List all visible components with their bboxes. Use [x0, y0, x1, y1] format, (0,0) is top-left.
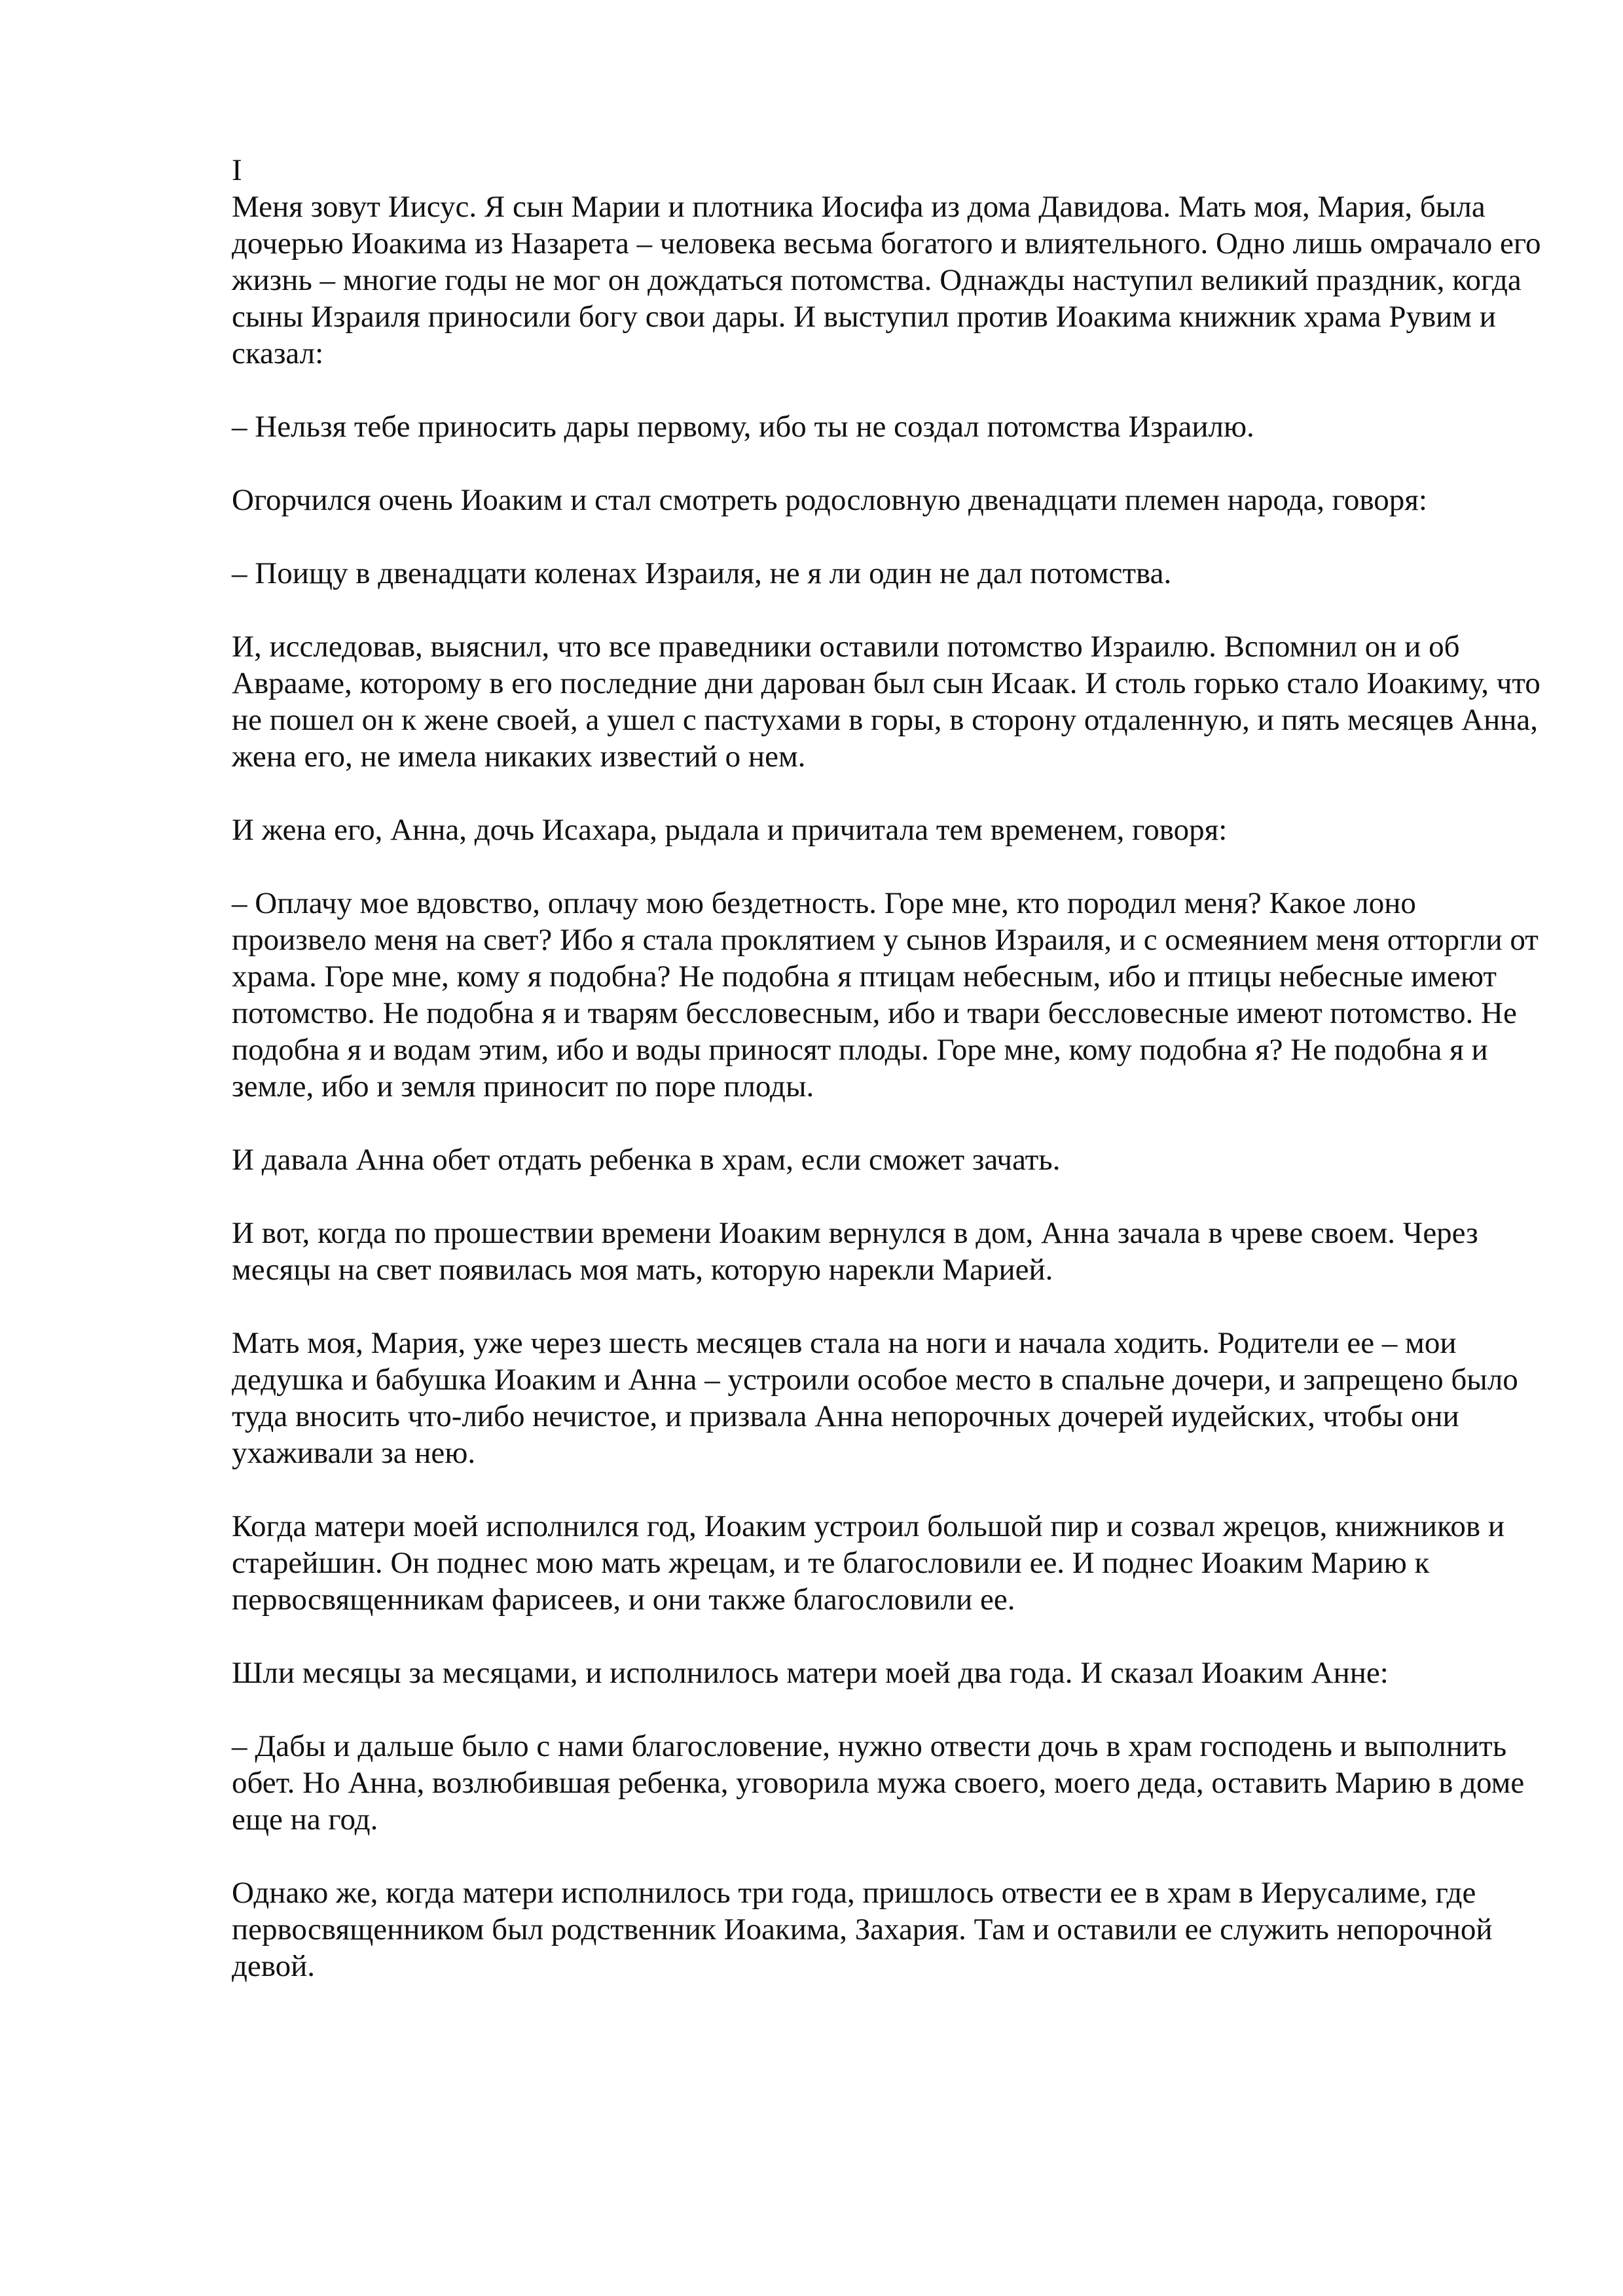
paragraph: – Оплачу мое вдовство, оплачу мою бездетность. Горе мне, кто породил меня? Какое лоно произвело меня на свет? Ибо я стала проклятием у сынов Израиля, и с осмеянием меня отторгли от храма. Горе мне, кому я подобна? Не подобна я птицам небесным, ибо и птицы небесные имеют потомство. Не подобна я и тварям бессловесным, ибо и твари бессловесные имеют потомство. Не подобна я и водам этим, ибо и воды приносят плоды. Горе мне, кому подобна я? Не подобна я и земле, ибо и земля приносит по поре плоды. — [232, 886, 1539, 1103]
document-body — [232, 152, 1554, 2021]
paragraph: – Поищу в двенадцати коленах Израиля, не я ли один не дал потомства. — [232, 556, 1172, 590]
paragraph: Однако же, когда матери исполнилось три года, пришлось отвести ее в храм в Иерусалиме, где первосвященником был родственник Иоакима, Захария. Там и оставили ее служить непорочной девой. — [232, 1876, 1493, 1983]
paragraph: – Нельзя тебе приносить дары первому, ибо ты не создал потомства Израилю. — [232, 410, 1254, 444]
paragraph: И жена его, Анна, дочь Исахара, рыдала и причитала тем временем, говоря: — [232, 813, 1228, 847]
paragraph: И, исследовав, выяснил, что все праведники оставили потомство Израилю. Вспомнил он и об Аврааме, которому в его последние дни дарован был сын Исаак. И столь горько стало Иоакиму, что не пошел он к жене своей, а ушел с пастухами в горы, в сторону отдаленную, и пять месяцев Анна, жена его, не имела никаких известий о нем. — [232, 630, 1541, 774]
paragraph: Когда матери моей исполнился год, Иоаким устроил большой пир и созвал жрецов, книжников и старейшин. Он поднес мою мать жрецам, и те благословили ее. И поднес Иоаким Марию к первосвященникам фарисеев, и они также благословили ее. — [232, 1509, 1505, 1617]
paragraph: – Дабы и дальше было с нами благословение, нужно отвести дочь в храм господень и выполнить обет. Но Анна, возлюбившая ребенка, уговорила мужа своего, моего деда, оставить Марию в доме еще на год. — [232, 1729, 1525, 1837]
chapter-number: I — [232, 153, 242, 187]
paragraph: Шли месяцы за месяцами, и исполнилось матери моей два года. И сказал Иоаким Анне: — [232, 1656, 1389, 1690]
paragraph: И вот, когда по прошествии времени Иоаким вернулся в дом, Анна зачала в чреве своем. Через месяцы на свет появилась моя мать, которую нарекли Марией. — [232, 1216, 1478, 1287]
paragraph: И давала Анна обет отдать ребенка в храм, если сможет зачать. — [232, 1143, 1061, 1177]
paragraph: Огорчился очень Иоаким и стал смотреть родословную двенадцати племен народа, говоря: — [232, 483, 1427, 517]
paragraph: Мать моя, Мария, уже через шесть месяцев стала на ноги и начала ходить. Родители ее – мои дедушка и бабушка Иоаким и Анна – устроили особое место в спальне дочери, и запрещено было туда вносить что-либо нечистое, и призвала Анна непорочных дочерей иудейских, чтобы они ухаживали за нею. — [232, 1326, 1518, 1470]
paragraph: Меня зовут Иисус. Я сын Марии и плотника Иосифа из дома Давидова. Мать моя, Мария, была дочерью Иоакима из Назарета – человека весьма богатого и влиятельного. Одно лишь омрачало его жизнь – многие годы не мог он дождаться потомства. Однажды наступил великий праздник, когда сыны Израиля приносили богу свои дары. И выступил против Иоакима книжник храма Рувим и сказал: — [232, 190, 1541, 370]
